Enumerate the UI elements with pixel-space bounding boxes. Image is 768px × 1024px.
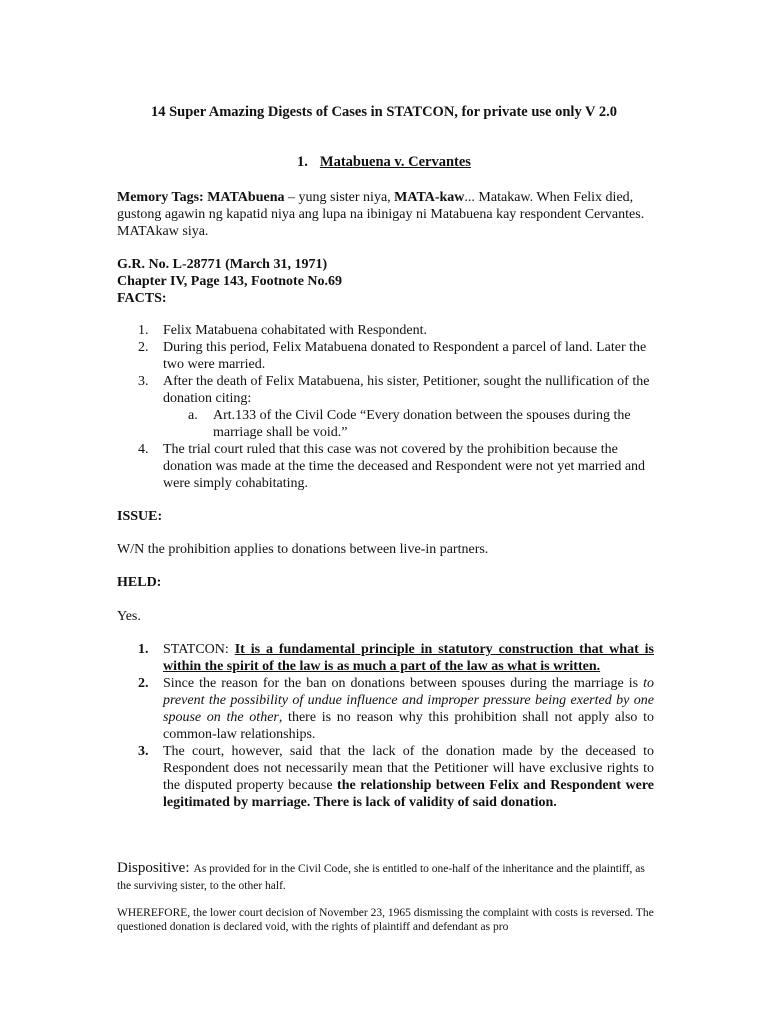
- memory-tags-label: Memory Tags:: [117, 190, 204, 205]
- issue-heading: ISSUE:: [117, 509, 163, 524]
- held-list: [138, 641, 654, 811]
- dispositive-text: As provided for in the Civil Code, she is entitled to one-half of the inheritance and the plaintiff, as the surviving sister, to the other half.: [117, 863, 645, 892]
- list-item: 3. The court, however, said that the lack of the donation made by the deceased to Respondent does not necessarily mean that the Petitioner will have exclusive rights to the disputed property because the relationship between Felix and Respondent were legitimated by marriage. There is lack of validity of said donation.: [138, 744, 655, 810]
- facts-list: [138, 322, 658, 492]
- memory-tags-paragraph: [117, 189, 657, 240]
- list-item: 1. STATCON: It is a fundamental principle in statutory construction that what is within the spirit of the law is as much a part of the law as what is written.: [138, 642, 654, 674]
- list-item: 3. After the death of Felix Matabuena, his sister, Petitioner, sought the nullification of the donation citing: a. Art.133 of the Civil Code “Every donation between the spouses during the marriage shall be void.”: [138, 373, 658, 441]
- list-item: 1. Felix Matabuena cohabitated with Respondent.: [138, 323, 427, 338]
- dispositive-paragraph: [117, 860, 657, 894]
- wherefore-paragraph: WHEREFORE, the lower court decision of November 23, 1965 dismissing the complaint with costs is reversed. The questioned donation is declared void, with the rights of plaintiff and defendant as pro: [117, 907, 654, 933]
- held-heading: HELD:: [117, 575, 162, 590]
- memory-tag-2: MATA-kaw: [394, 190, 465, 205]
- document-title: 14 Super Amazing Digests of Cases in STATCON, for private use only V 2.0: [150, 104, 618, 120]
- facts-heading: FACTS:: [117, 291, 167, 306]
- memory-tag-text-1: – yung sister niya,: [288, 190, 391, 205]
- gr-number: G.R. No. L-28771 (March 31, 1971): [117, 257, 328, 272]
- case-number: 1.: [297, 154, 308, 170]
- citation-block: [117, 256, 657, 307]
- issue-text: W/N the prohibition applies to donations between live-in partners.: [117, 542, 489, 557]
- list-item: 2. Since the reason for the ban on donations between spouses during the marriage is to prevent the possibility of undue influence and improper pressure being exerted by one spouse on the other, there is no reason why this prohibition shall not apply also to common-law relationships.: [138, 676, 654, 742]
- case-heading: [0, 154, 768, 171]
- list-item: 4. The trial court ruled that this case was not covered by the prohibition because the donation was made at the time the deceased and Respondent were not yet married and were simply cohabitating.: [138, 442, 646, 491]
- memory-tag-text-2: ... Matakaw. When Felix died, gustong agawin ng kapatid niya ang lupa na ibinigay ni Matabuena kay respondent Cervantes. MATAkaw siya.: [117, 190, 645, 239]
- list-item: 2. During this period, Felix Matabuena donated to Respondent a parcel of land. Later the two were married.: [138, 340, 647, 372]
- held-answer: Yes.: [117, 609, 141, 624]
- chapter-reference: Chapter IV, Page 143, Footnote No.69: [117, 274, 343, 289]
- list-item: a. Art.133 of the Civil Code “Every donation between the spouses during the marriage shall be void.”: [188, 408, 631, 440]
- case-name: Matabuena v. Cervantes: [319, 154, 471, 170]
- dispositive-label: Dispositive:: [117, 860, 190, 876]
- memory-tag-1: MATAbuena: [207, 190, 285, 205]
- facts-sublist: [163, 407, 658, 441]
- statcon-principle: It is a fundamental principle in statutory construction that what is within the spirit of the law is as much a part of the law as what is written.: [163, 642, 654, 674]
